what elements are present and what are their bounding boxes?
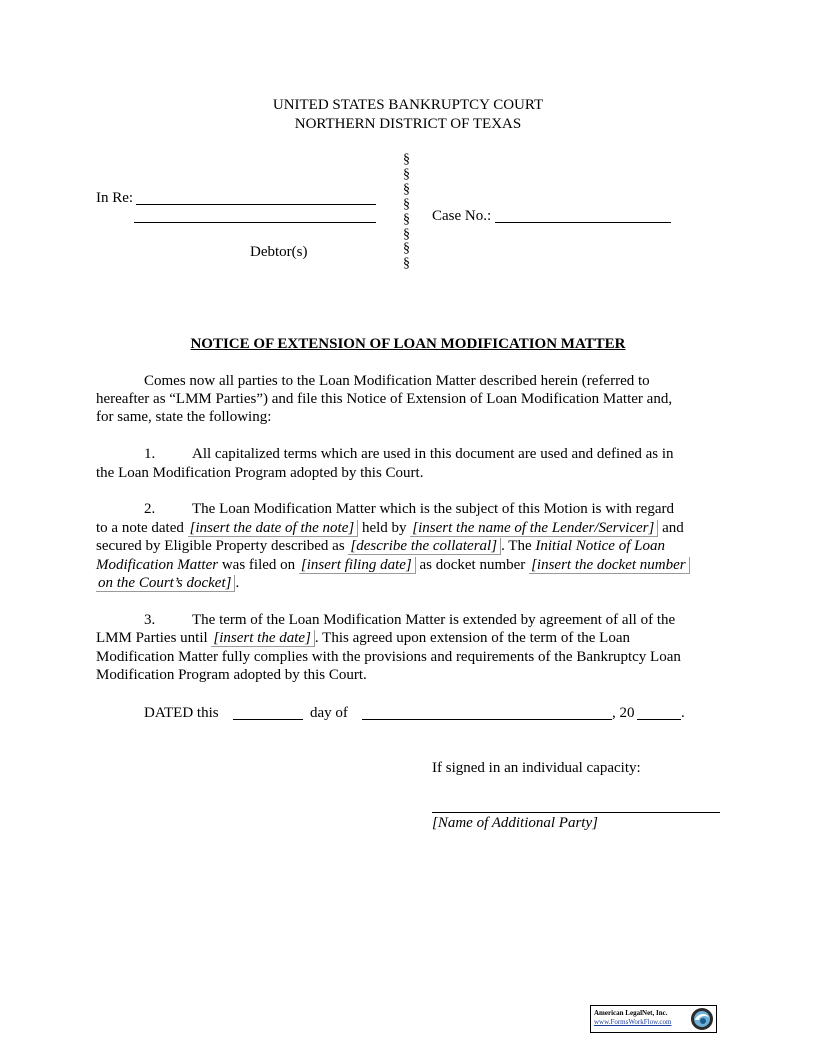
debtor-label: Debtor(s) (250, 244, 308, 260)
docket-number-field[interactable]: [insert the docket number (529, 557, 690, 574)
paragraph-3-number: 3. (144, 612, 156, 628)
paragraph-2-line-2: to a note dated [insert the date of the note] held by [insert the name of the Lender/Servicer] and (96, 520, 684, 536)
paragraph-3-line-1: The term of the Loan Modification Matter is extended by agreement of all of the (192, 612, 676, 628)
paragraph-3-line-2: LMM Parties until [insert the date] . This agreed upon extension of the term of the Loan (96, 630, 630, 646)
intro-line-2: hereafter as “LMM Parties”) and file this Notice of Extension of Loan Modification Matter and, (96, 391, 673, 407)
paragraph-1-line-2: the Loan Modification Program adopted by this Court. (96, 465, 424, 481)
collateral-field[interactable]: [describe the collateral] (348, 538, 501, 555)
logo-website-link[interactable]: www.FormsWorkFlow.com (594, 1018, 672, 1026)
paragraph-1-line-1: All capitalized terms which are used in this document are used and defined as in (192, 446, 674, 462)
section-symbol-column: § § § § § § § § (403, 152, 410, 272)
paragraph-2-line-5: on the Court’s docket] . (98, 575, 240, 591)
signature-line[interactable] (432, 812, 720, 813)
document-title: NOTICE OF EXTENSION OF LOAN MODIFICATION MATTER (190, 336, 626, 352)
in-re-label: In Re: (96, 190, 134, 206)
paragraph-3-line-4: Modification Program adopted by this Court. (96, 667, 367, 683)
docket-number-field-cont[interactable]: on the Court’s docket] (96, 575, 235, 592)
dated-label: DATED this (144, 705, 219, 721)
in-re-line-2[interactable] (134, 208, 376, 223)
american-legalnet-logo[interactable] (590, 1005, 717, 1033)
district-name: NORTHERN DISTRICT OF TEXAS (294, 116, 522, 132)
logo-swirl-icon (690, 1007, 714, 1031)
in-re-line-1[interactable] (136, 190, 376, 205)
filing-date-field[interactable]: [insert filing date] (299, 557, 416, 574)
paragraph-3-line-3: Modification Matter fully complies with the provisions and requirements of the Bankruptcy Loan (96, 649, 681, 665)
year-prefix: , 20 (612, 705, 635, 721)
day-of-label: day of (310, 705, 348, 721)
lender-field[interactable]: [insert the name of the Lender/Servicer] (410, 520, 658, 537)
signature-capacity: If signed in an individual capacity: (432, 760, 641, 776)
dated-month-field[interactable] (362, 705, 612, 720)
paragraph-1-number: 1. (144, 446, 156, 462)
paragraph-2-line-1: The Loan Modification Matter which is the subject of this Motion is with regard (192, 501, 674, 517)
intro-line-1: Comes now all parties to the Loan Modification Matter described herein (referred to (144, 373, 650, 389)
intro-line-3: for same, state the following: (96, 409, 272, 425)
case-no-label: Case No.: (432, 208, 492, 224)
paragraph-2-line-3: secured by Eligible Property described as [describe the collateral] . The Initial Notice of Loan (96, 538, 665, 554)
dated-day-field[interactable] (233, 705, 303, 720)
paragraph-2-line-4: Modification Matter was filed on [insert filing date] as docket number [insert the docket number (96, 556, 690, 575)
paragraph-2-number: 2. (144, 501, 156, 517)
dated-year-field[interactable] (637, 705, 681, 720)
additional-party-name: [Name of Additional Party] (432, 815, 598, 831)
court-name: UNITED STATES BANKRUPTCY COURT (272, 97, 544, 113)
case-no-field[interactable] (495, 208, 671, 223)
note-date-field[interactable]: [insert the date of the note] (188, 520, 359, 537)
extension-date-field[interactable]: [insert the date] (211, 630, 315, 647)
dated-end-period: . (681, 705, 685, 721)
logo-company-name: American LegalNet, Inc. (594, 1009, 668, 1017)
